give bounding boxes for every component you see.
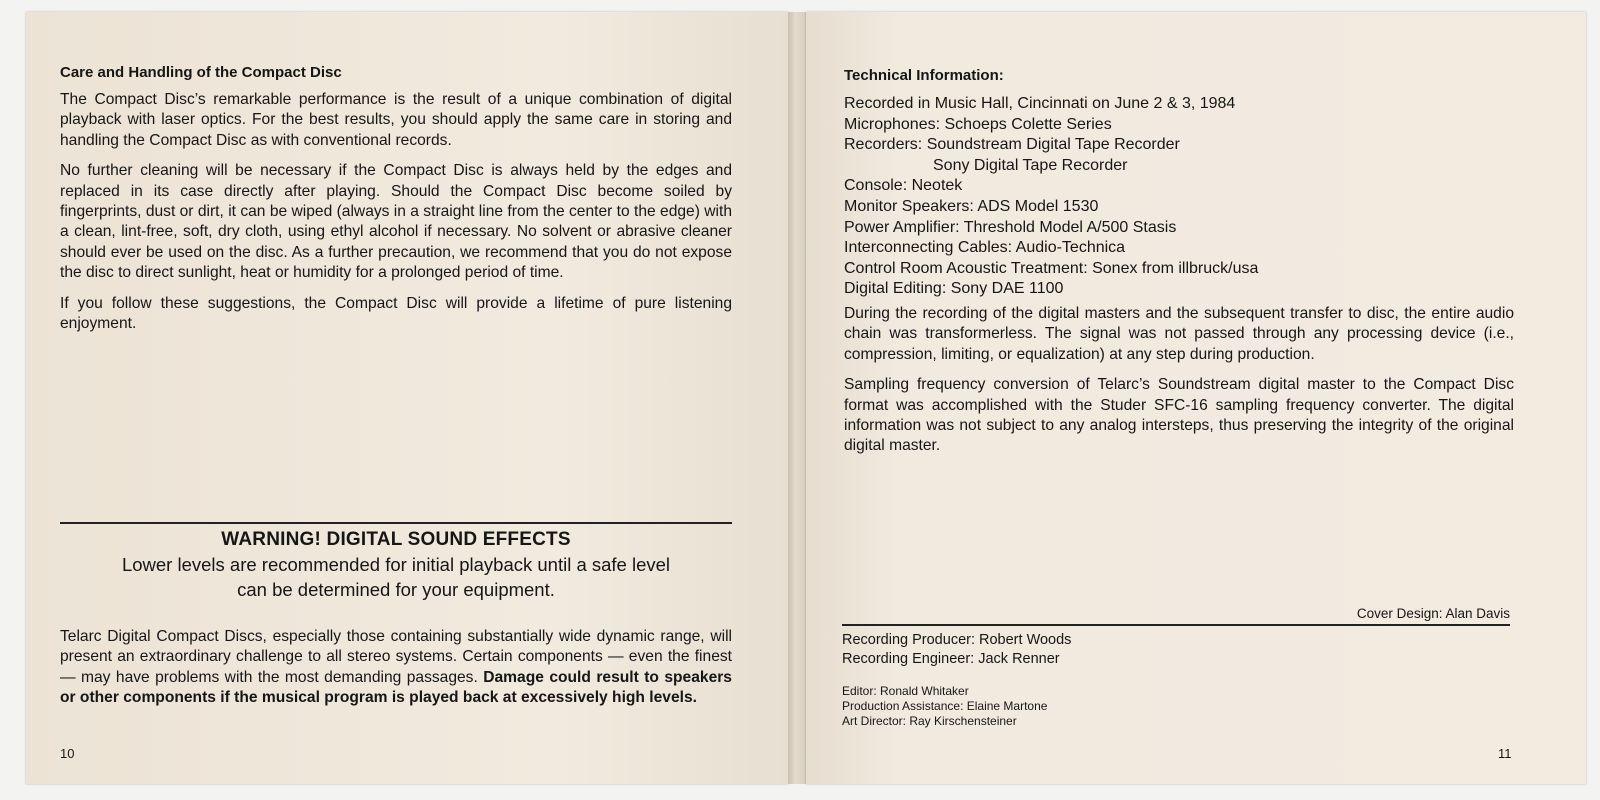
care-paragraph-2: No further cleaning will be necessary if the Compact Disc is always held by the edges and replaced in its case directly after playing. Should the Compact Disc become soiled by fingerprints, dust or dirt, it can be wiped (always in a straight line from the center to the edge) with a clean, lint-free, soft, dry cloth, using ethyl alcohol if necessary. No solvent or abrasive cleaner should ever be used on the disc. As a further precaution, we recommend that you do not expose the disc to direct sunlight, heat or humidity for a prolonged period of time. — [60, 162, 732, 282]
care-section — [60, 90, 732, 334]
page-number-left: 10 — [60, 746, 75, 761]
technical-list — [844, 94, 1258, 300]
technical-paragraphs — [844, 304, 1514, 457]
book-spine — [788, 12, 806, 784]
tech-line-recorders: Recorders: Soundstream Digital Tape Recorder — [844, 136, 1180, 154]
production-assistance-credit: Production Assistance: Elaine Martone — [842, 699, 1048, 713]
editor-credit: Editor: Ronald Whitaker — [842, 684, 969, 698]
warning-divider — [60, 522, 732, 524]
producer-credit: Recording Producer: Robert Woods — [842, 632, 1072, 648]
telarc-warning-text: Telarc Digital Compact Discs, especially those containing substantially wide dynamic range, will present an extraordinary challenge to all stereo systems. Certain components — even the finest — may have problems with the most demanding passages. — [60, 628, 732, 686]
technical-heading: Technical Information: — [844, 67, 1004, 84]
warning-line-2: can be determined for your equipment. — [237, 579, 555, 600]
warning-line-1: Lower levels are recommended for initial playback until a safe level — [121, 554, 671, 575]
sampling-paragraph: Sampling frequency conversion of Telarc’s Soundstream digital master to the Compact Disc format was accomplished with the Studer SFC-16 sampling frequency converter. The digital information was not subject to any analog intersteps, thus preserving the integrity of the original digital master. — [844, 376, 1514, 455]
care-paragraph-1: The Compact Disc’s remarkable performance is the result of a unique combination of digital playback with laser optics. For the best results, you should apply the same care in storing and handling the Compact Disc as with conventional records. — [60, 91, 732, 149]
care-heading: Care and Handling of the Compact Disc — [60, 64, 342, 81]
tech-line-power-amplifier: Power Amplifier: Threshold Model A/500 Stasis — [844, 218, 1177, 236]
care-paragraph-3: If you follow these suggestions, the Compact Disc will provide a lifetime of pure listening enjoyment. — [60, 294, 732, 333]
telarc-warning-paragraph — [60, 627, 732, 709]
transformerless-paragraph: During the recording of the digital masters and the subsequent transfer to disc, the entire audio chain was transformerless. The signal was not passed through any processing device (i.e., compression, limiting, or equalization) at any step during production. — [844, 305, 1514, 363]
credits-divider — [842, 624, 1510, 626]
art-director-credit: Art Director: Ray Kirschensteiner — [842, 714, 1017, 728]
page-number-right: 11 — [1498, 746, 1512, 761]
tech-line-digital-editing: Digital Editing: Sony DAE 1100 — [844, 280, 1064, 298]
warning-title: WARNING! DIGITAL SOUND EFFECTS — [221, 529, 571, 550]
tech-line-microphones: Microphones: Schoeps Colette Series — [844, 115, 1112, 133]
tech-line-acoustic-treatment: Control Room Acoustic Treatment: Sonex from illbruck/usa — [844, 259, 1259, 277]
telarc-warning-bold: Damage could result to speakers or other components if the musical program is played back at excessively high levels. — [60, 668, 732, 707]
cover-design-credit: Cover Design: Alan Davis — [1356, 606, 1510, 621]
tech-line-recorded: Recorded in Music Hall, Cincinnati on June 2 & 3, 1984 — [844, 95, 1236, 112]
tech-line-console: Console: Neotek — [844, 177, 963, 195]
tech-line-monitor-speakers: Monitor Speakers: ADS Model 1530 — [844, 197, 1099, 215]
tech-line-cables: Interconnecting Cables: Audio-Technica — [844, 239, 1126, 257]
tech-line-recorders-2: Sony Digital Tape Recorder — [933, 156, 1128, 174]
engineer-credit: Recording Engineer: Jack Renner — [842, 651, 1060, 667]
